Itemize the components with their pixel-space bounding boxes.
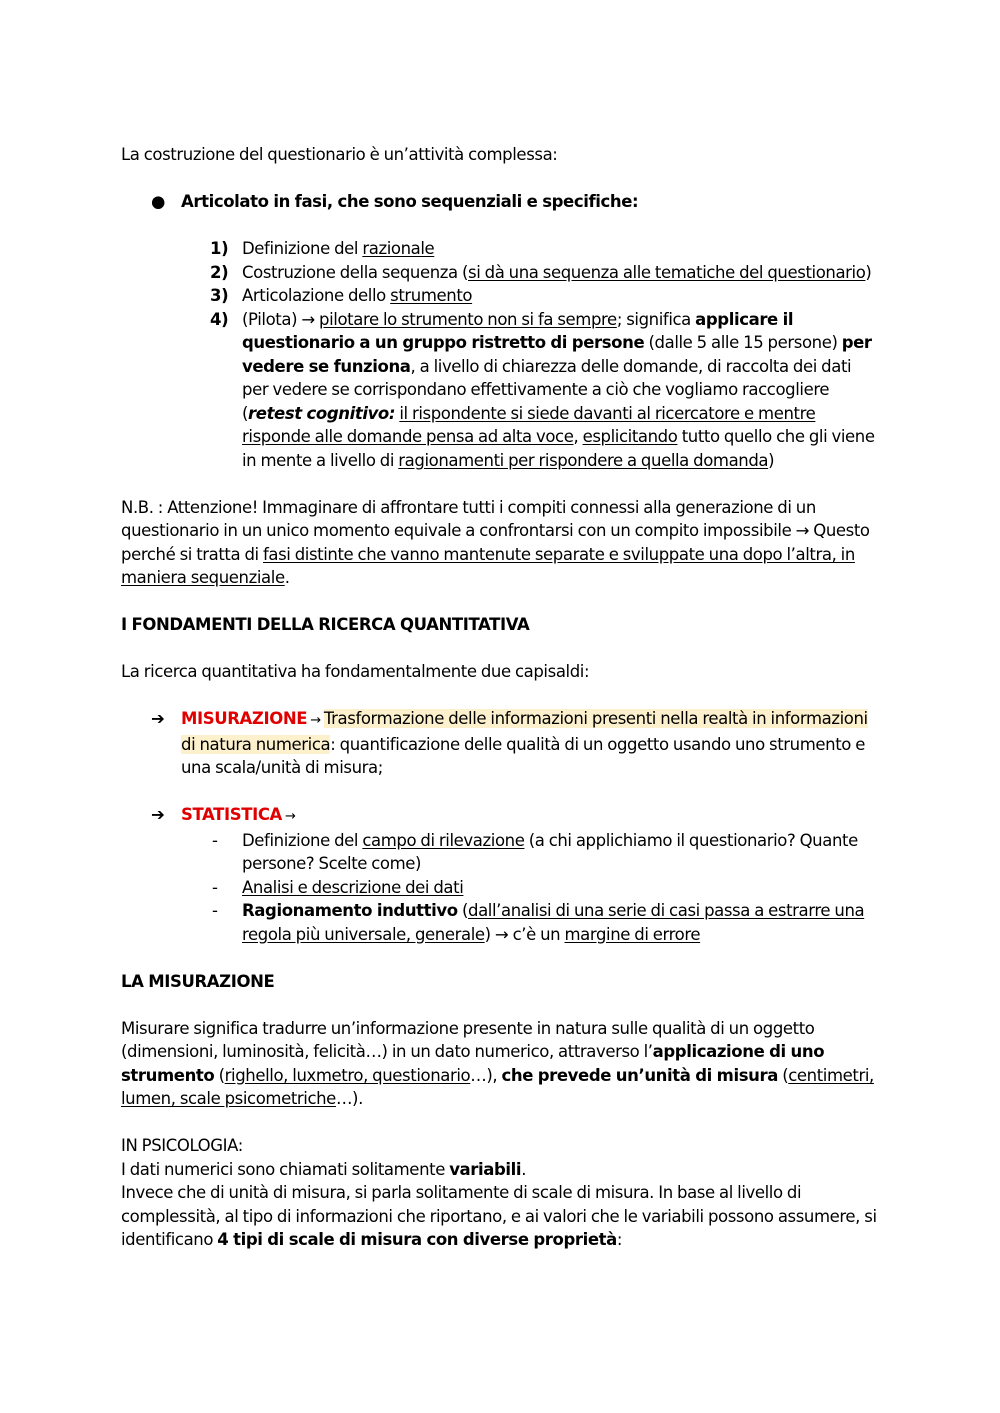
bullet-marker: ● bbox=[151, 192, 165, 211]
list-item: - Definizione del campo di rilevazione (a chi applichiamo il questionario? Quante persone? Scelte come) bbox=[212, 830, 858, 873]
arrow-icon: ➔ bbox=[151, 805, 165, 824]
nb-paragraph: N.B. : Attenzione! Immaginare di affrontare tutti i compiti connessi alla generazione di un questionario in un unico momento equivale a confrontarsi con un compito impossibile → Questo perché si tratta di fasi distinte che vanno mantenute separate e sviluppate una dopo l’altra, in maniera sequenziale. bbox=[121, 497, 870, 587]
steps-list bbox=[121, 237, 881, 472]
list-item: - Analisi e descrizione dei dati bbox=[212, 877, 464, 897]
arrow-icon: ➔ bbox=[151, 709, 165, 728]
list-item: 1) Definizione del razionale bbox=[210, 239, 435, 258]
bullet-statistica: ➔ STATISTICA → bbox=[121, 803, 881, 829]
statistica-list bbox=[121, 829, 881, 947]
misurare-paragraph: Misurare significa tradurre un’informazione presente in natura sulle qualità di un oggetto (dimensioni, luminosità, felicità…) in un dato numerico, attraverso l’applicazione di uno strumento (righello, luxmetro, questionario…), che prevede un’unità di misura (centimetri, lumen, scale psicometriche…). bbox=[121, 1018, 874, 1108]
list-item: - Ragionamento induttivo (dall’analisi di una serie di casi passa a estrarre una regola più universale, generale) → c’è un margine di errore bbox=[212, 901, 865, 944]
bullet-fasi-text: Articolato in fasi, che sono sequenziali e specifiche: bbox=[181, 192, 639, 211]
list-item: 4) (Pilota) → pilotare lo strumento non si fa sempre; significa applicare il questionario a un gruppo ristretto di persone (dalle 5 alle 15 persone) per vedere se funziona, a livello di chiarezza delle domande, di raccolta dei dati per vedere se corrispondano effettivamente a ciò che vogliamo raccogliere (retest cognitivo: il rispondente si siede davanti al ricercatore e mentre risponde alle domande pensa ad alta voce, esplicitando tutto quello che gli viene in mente a livello di ragionamenti per rispondere a quella domanda) bbox=[210, 309, 875, 470]
scale-paragraph: Invece che di unità di misura, si parla solitamente di scale di misura. In base al livello di complessità, al tipo di informazioni che riportano, e ai valori che le variabili possono assumere, si identificano 4 tipi di scale di misura con diverse proprietà: bbox=[121, 1183, 877, 1249]
list-item: 3) Articolazione dello strumento bbox=[210, 286, 473, 305]
document-page bbox=[121, 143, 881, 1252]
statistica-label: STATISTICA bbox=[181, 805, 282, 824]
bullet-fasi bbox=[121, 190, 881, 214]
psicologia-label: IN PSICOLOGIA: bbox=[121, 1136, 243, 1155]
heading-misurazione: LA MISURAZIONE bbox=[121, 971, 275, 991]
capisaldi-intro: La ricerca quantitativa ha fondamentalmente due capisaldi: bbox=[121, 662, 590, 681]
heading-fondamenti: I FONDAMENTI DELLA RICERCA QUANTITATIVA bbox=[121, 615, 530, 634]
highlighted-text: Trasformazione delle informazioni presenti nella realtà in informazioni di natura numerica bbox=[181, 709, 868, 754]
bullet-misurazione: ➔ MISURAZIONE → Trasformazione delle informazioni presenti nella realtà in informazioni di natura numerica: quantificazione delle qualità di un oggetto usando uno strumento e una scala/unità di misura; bbox=[151, 709, 868, 777]
list-item: 2) Costruzione della sequenza (si dà una sequenza alle tematiche del questionario) bbox=[210, 262, 872, 282]
variabili-line: I dati numerici sono chiamati solitamente variabili. bbox=[121, 1159, 527, 1179]
misurazione-label: MISURAZIONE bbox=[181, 709, 308, 728]
intro-paragraph: La costruzione del questionario è un’attività complessa: bbox=[121, 145, 558, 164]
